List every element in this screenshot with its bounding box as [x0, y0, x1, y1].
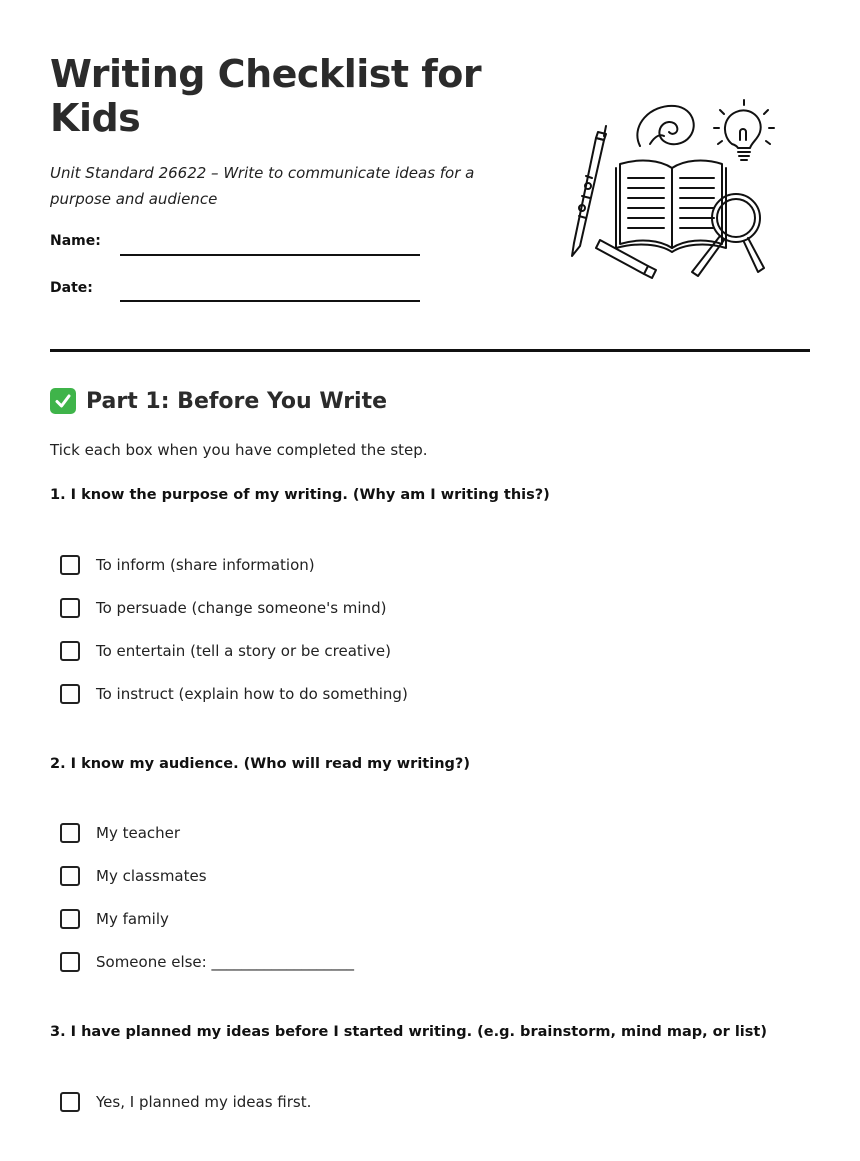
magnifying-glass-icon — [692, 194, 764, 276]
checkbox[interactable] — [60, 641, 80, 661]
header-divider — [50, 349, 810, 352]
swirl-icon — [637, 106, 693, 146]
checkbox[interactable] — [60, 598, 80, 618]
checklist-item-label: My classmates — [96, 867, 207, 885]
checklist-item[interactable] — [60, 682, 408, 706]
checklist-item[interactable] — [60, 864, 207, 888]
checkbox[interactable] — [60, 952, 80, 972]
check-mark-icon — [50, 388, 76, 414]
checkbox[interactable] — [60, 866, 80, 886]
writing-tools-illustration — [560, 96, 780, 286]
question-3: 3. I have planned my ideas before I started writing. (e.g. brainstorm, mind map, or list) — [50, 1024, 767, 1040]
checklist-item-label: To inform (share information) — [96, 556, 315, 574]
instructions-text: Tick each box when you have completed the step. — [50, 441, 428, 459]
checklist-item[interactable] — [60, 1090, 311, 1114]
page-subtitle: Unit Standard 26622 – Write to communicate ideas for a purpose and audience — [50, 164, 475, 208]
page-title: Writing Checklist for Kids — [50, 52, 482, 140]
date-label: Date: — [50, 280, 93, 296]
checkbox[interactable] — [60, 684, 80, 704]
checkbox[interactable] — [60, 555, 80, 575]
checklist-item-label: To instruct (explain how to do something) — [96, 685, 408, 703]
name-label: Name: — [50, 233, 101, 249]
checklist-item-label: My family — [96, 910, 169, 928]
pencil-icon — [572, 126, 606, 256]
checklist-item-label: Yes, I planned my ideas first. — [96, 1093, 312, 1111]
checkbox[interactable] — [60, 823, 80, 843]
checklist-item-label: To persuade (change someone's mind) — [96, 599, 387, 617]
lightbulb-icon — [714, 100, 774, 160]
checklist-item[interactable] — [60, 821, 180, 845]
checklist-item-label: Someone else: ___________________ — [96, 953, 354, 971]
checklist-item-label: My teacher — [96, 824, 181, 842]
section-heading-text: Part 1: Before You Write — [86, 388, 388, 414]
checklist-item[interactable] — [60, 596, 386, 620]
checklist-item[interactable] — [60, 639, 391, 663]
checklist-item[interactable] — [60, 950, 354, 974]
date-field[interactable] — [120, 300, 420, 302]
checklist-item-label: To entertain (tell a story or be creative) — [96, 642, 391, 660]
question-1: 1. I know the purpose of my writing. (Why am I writing this?) — [50, 487, 550, 503]
question-2: 2. I know my audience. (Who will read my writing?) — [50, 756, 470, 772]
checkbox[interactable] — [60, 1092, 80, 1112]
checkbox[interactable] — [60, 909, 80, 929]
checklist-item[interactable] — [60, 907, 169, 931]
checklist-item[interactable] — [60, 553, 315, 577]
section-heading-part-1 — [50, 388, 387, 414]
name-field[interactable] — [120, 254, 420, 256]
open-book-icon — [616, 161, 726, 252]
